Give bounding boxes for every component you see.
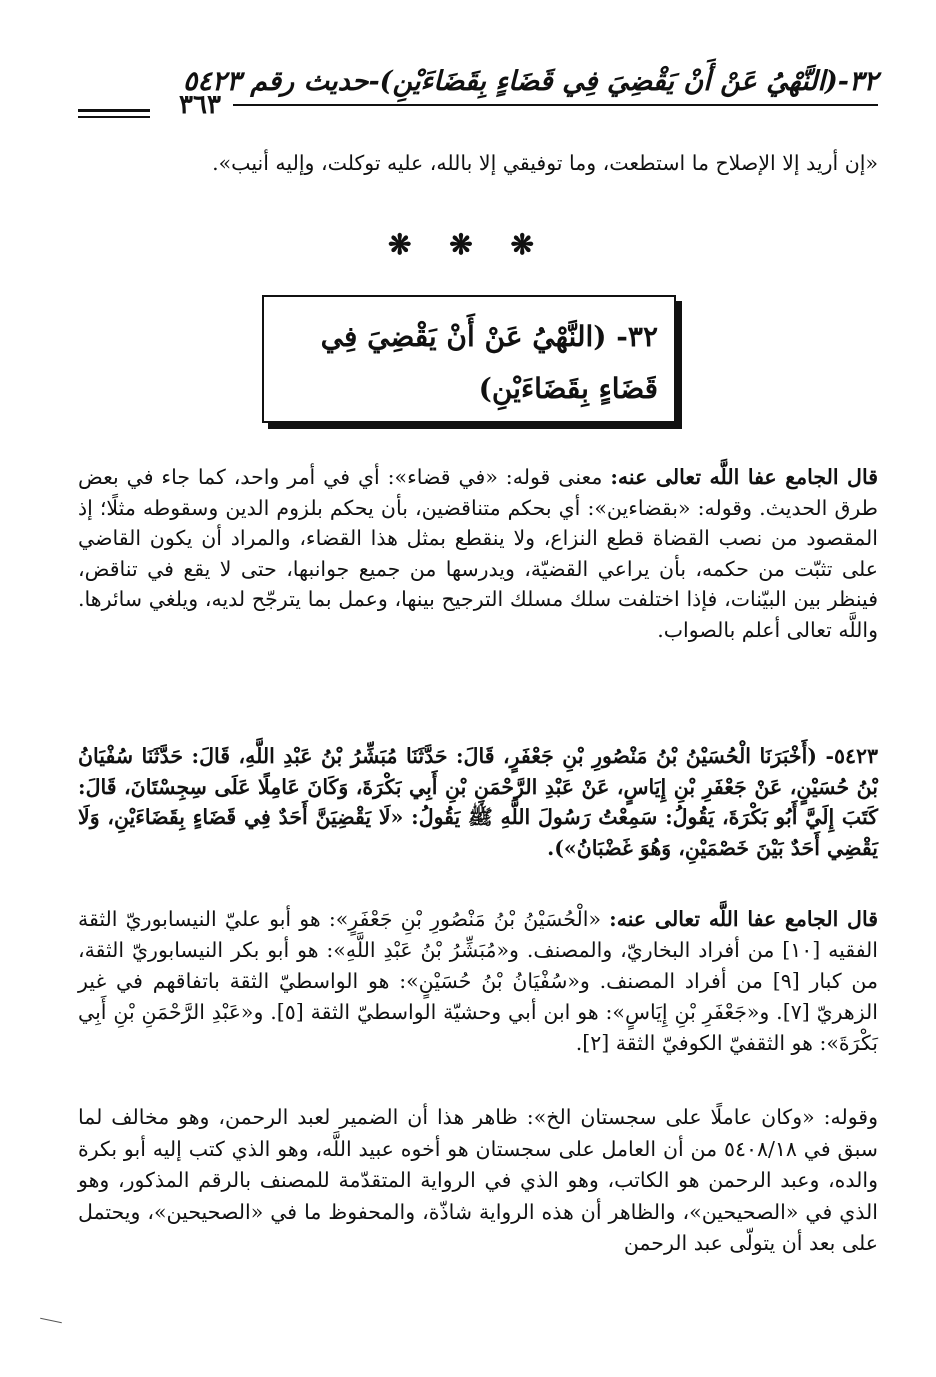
chapter-title: ٣٢- (النَّهْيُ عَنْ أَنْ يَقْضِيَ فِي قَضَاءٍ بِقَضَاءَيْنِ) (320, 320, 658, 405)
commentary-paragraph-2 (78, 904, 878, 1059)
commentary-lead: قال الجامع عفا اللَّه تعالى عنه: (610, 465, 878, 489)
scan-mark (40, 1318, 62, 1324)
page-number-rule-bottom (78, 116, 150, 118)
chapter-heading-box (262, 295, 676, 423)
running-header (78, 62, 878, 122)
page-number: ٣٦٣ (179, 90, 221, 120)
commentary-lead: قال الجامع عفا اللَّه تعالى عنه: (609, 907, 878, 931)
commentary-paragraph-1 (78, 462, 878, 645)
header-rule (233, 104, 878, 106)
commentary-text: «الْحُسَيْنُ بْنُ مَنْصُورِ بْنِ جَعْفَرٍ»: هو أبو عليّ النيسابوريّ الثقة الفقيه [١٠] من أفراد البخاريّ، والمصنف. و«مُبَشِّرُ بْنُ عَبْدِ اللَّهِ»: هو أبو بكر النيسابوريّ الثقة، من كبار [٩] من أفراد المصنف. و«سُفْيَانُ بْنُ حُسَيْنٍ»: هو الواسطيّ الثقة باتفاقهم في غير الزهريّ [٧]. و«جَعْفَرِ بْنِ إِيَاسٍ»: هو ابن أبي وحشيّة الواسطيّ الثقة [٥]. و«عَبْدِ الرَّحْمَنِ بْنِ أَبِي بَكْرَةَ»: هو الثقفيّ الكوفيّ الثقة [٢]. (78, 907, 879, 1055)
closing-quote: «إن أريد إلا الإصلاح ما استطعت، وما توفيقي إلا بالله، عليه توكلت، وإليه أنيب». (212, 151, 878, 175)
commentary-text: معنى قوله: «في قضاء»: أي في أمر واحد، كما جاء في بعض طرق الحديث. وقوله: «بقضاءين»: أي بحكم متناقضين، بأن يحكم بلزوم الدين وسقوطه مثلًا؛ إذ المقصود من نصب القضاة قطع النزاع، ولا ينقطع بمثل هذا القضاء، والمراد أن يكون القاضي على تثبّت من حكمه، بأن يراعي القضيّة، ويدرسها من جميع جوانبها، حتى لا يقع في تناقض، فينظر بين البيّنات، فإذا اختلفت سلك مسلك الترجيح بينها، وعمل بما يترجّح لديه، ويلغي سائرها. واللَّه تعالى أعلم بالصواب. (78, 465, 878, 642)
commentary-paragraph-3: وقوله: «وكان عاملًا على سجستان الخ»: ظاهر هذا أن الضمير لعبد الرحمن، وهو مخالف لما سبق في ٥٤٠٨/١٨ من أن العامل على سجستان هو أخوه عبيد اللَّه، وهو الذي كتب إليه أبو بكرة والده، وعبد الرحمن هو الكاتب، وهو الذي في الرواية المتقدّمة للمصنف بالرقم المذكور، وهو الذي في «الصحيحين»، والظاهر أن هذه الرواية شاذّة، والمحفوظ ما في «الصحيحين»، ويحتمل على بعد أن يتولّى عبد الرحمن (78, 1105, 878, 1255)
page-number-rule-top (78, 109, 150, 112)
hadith-text: ٥٤٢٣- (أَخْبَرَنَا الْحُسَيْنُ بْنُ مَنْصُورِ بْنِ جَعْفَرٍ، قَالَ: حَدَّثَنَا مُبَشِّرُ بْنُ عَبْدِ اللَّهِ، قَالَ: حَدَّثَنَا سُفْيَانُ بْنُ حُسَيْنٍ، عَنْ جَعْفَرِ بْنِ إِيَاسٍ، عَنْ عَبْدِ الرَّحْمَنِ بْنِ أَبِي بَكْرَةَ، وَكَانَ عَامِلًا عَلَى سِجِسْتَانَ، قَالَ: كَتَبَ إِلَيَّ أَبُو بَكْرَةَ، يَقُولُ: سَمِعْتُ رَسُولَ اللَّهِ ﷺ يَقُولُ: «لَا يَقْضِيَنَّ أَحَدٌ فِي قَضَاءٍ بِقَضَاءَيْنِ، وَلَا يَقْضِي أَحَدٌ بَيْنَ خَصْمَيْنِ، وَهُوَ غَضْبَانُ»). (78, 744, 878, 860)
section-separator: ❋ ❋ ❋ (388, 228, 548, 261)
running-header-title: ٣٢-(النَّهْيُ عَنْ أَنْ يَقْضِيَ فِي قَضَاءٍ بِقَضَاءَيْنِ)-حديث رقم ٥٤٢٣ (182, 66, 878, 97)
